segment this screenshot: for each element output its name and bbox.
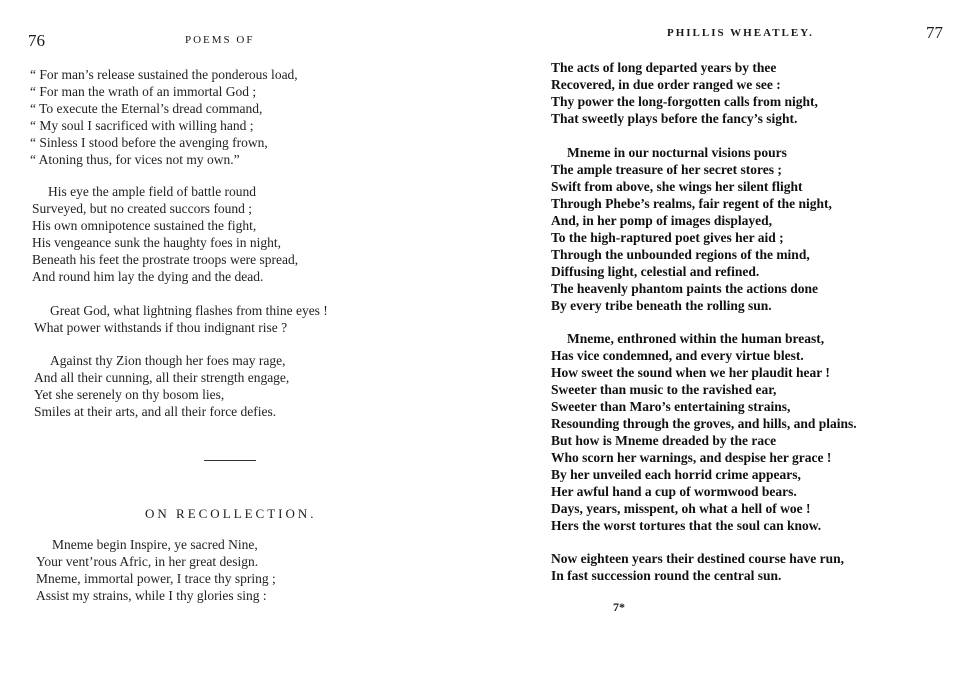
stanza <box>36 536 276 604</box>
verse-line: Mneme, immortal power, I trace thy spring ; <box>36 571 276 586</box>
verse-line: What power withstands if thou indignant rise ? <box>34 320 288 335</box>
stanza <box>32 183 298 285</box>
verse-line: In fast succession round the central sun. <box>551 568 782 583</box>
verse-line: Has vice condemned, and every virtue blest. <box>551 348 804 363</box>
verse-line: Assist my strains, while I thy glories sing : <box>36 588 267 603</box>
verse-line: Yet she serenely on thy bosom lies, <box>34 387 225 402</box>
verse-line: Mneme begin Inspire, ye sacred Nine, <box>52 537 258 552</box>
verse-line: The ample treasure of her secret stores ; <box>551 162 782 177</box>
verse-line: Resounding through the groves, and hills, and plains. <box>551 416 857 431</box>
verse-line: “ For man the wrath of an immortal God ; <box>30 84 257 99</box>
verse-line: Against thy Zion though her foes may rage, <box>50 353 286 368</box>
verse-line: And round him lay the dying and the dead. <box>32 269 264 284</box>
right-page <box>490 0 980 674</box>
verse-line: The acts of long departed years by thee <box>551 60 777 75</box>
poem-title: ON RECOLLECTION. <box>145 506 317 521</box>
running-head: PHILLIS WHEATLEY. <box>667 27 814 39</box>
verse-line: Smiles at their arts, and all their force defies. <box>34 404 277 419</box>
section-divider <box>204 460 256 461</box>
verse-line: Your vent’rous Afric, in her great design. <box>36 554 259 569</box>
verse-line: Great God, what lightning flashes from thine eyes ! <box>50 303 328 318</box>
verse-line: Beneath his feet the prostrate troops were spread, <box>32 252 299 267</box>
verse-line: Through Phebe’s realms, fair regent of the night, <box>551 196 832 211</box>
verse-line: The heavenly phantom paints the actions done <box>551 281 819 296</box>
verse-line: That sweetly plays before the fancy’s sight. <box>551 111 798 126</box>
verse-line: Surveyed, but no created succors found ; <box>32 201 253 216</box>
verse-line: “ For man’s release sustained the ponderous load, <box>30 67 298 82</box>
verse-line: His eye the ample field of battle round <box>48 184 257 199</box>
verse-line: Diffusing light, celestial and refined. <box>551 264 760 279</box>
stanza <box>551 550 844 584</box>
verse-line: And all their cunning, all their strength engage, <box>34 370 290 385</box>
stanza <box>34 352 289 420</box>
verse-line: Thy power the long-forgotten calls from night, <box>551 94 818 109</box>
stanza <box>551 59 818 127</box>
verse-line: Days, years, misspent, oh what a hell of woe ! <box>551 501 811 516</box>
running-head: POEMS OF <box>185 34 255 46</box>
verse-line: “ My soul I sacrificed with willing hand ; <box>30 118 254 133</box>
page-number: 76 <box>28 31 45 50</box>
verse-line: And, in her pomp of images displayed, <box>551 213 773 228</box>
verse-line: His own omnipotence sustained the fight, <box>32 218 257 233</box>
verse-line: Hers the worst tortures that the soul can know. <box>551 518 822 533</box>
verse-line: Her awful hand a cup of wormwood bears. <box>551 484 797 499</box>
verse-line: Sweeter than Maro’s entertaining strains, <box>551 399 791 414</box>
verse-line: “ To execute the Eternal’s dread command, <box>30 101 263 116</box>
stanza <box>551 330 857 534</box>
verse-line: How sweet the sound when we her plaudit hear ! <box>551 365 830 380</box>
verse-line: By her unveiled each horrid crime appears, <box>551 467 801 482</box>
verse-line: Recovered, in due order ranged we see : <box>551 77 781 92</box>
stanza <box>551 144 832 314</box>
stanza <box>30 66 298 168</box>
verse-line: “ Sinless I stood before the avenging frown, <box>30 135 268 150</box>
verse-line: Mneme in our nocturnal visions pours <box>567 145 787 160</box>
verse-line: Now eighteen years their destined course have run, <box>551 551 844 566</box>
verse-line: Mneme, enthroned within the human breast, <box>567 331 825 346</box>
verse-line: By every tribe beneath the rolling sun. <box>551 298 772 313</box>
verse-line: His vengeance sunk the haughty foes in night, <box>32 235 281 250</box>
verse-line: “ Atoning thus, for vices not my own.” <box>30 152 240 167</box>
verse-line: Through the unbounded regions of the mind, <box>551 247 810 262</box>
verse-line: Swift from above, she wings her silent flight <box>551 179 803 194</box>
stanza <box>34 302 328 336</box>
verse-line: Who scorn her warnings, and despise her grace ! <box>551 450 832 465</box>
verse-line: To the high-raptured poet gives her aid ; <box>551 230 784 245</box>
verse-line: Sweeter than music to the ravished ear, <box>551 382 777 397</box>
signature-mark: 7* <box>613 600 625 614</box>
page-number: 77 <box>926 23 943 42</box>
verse-line: But how is Mneme dreaded by the race <box>551 433 777 448</box>
